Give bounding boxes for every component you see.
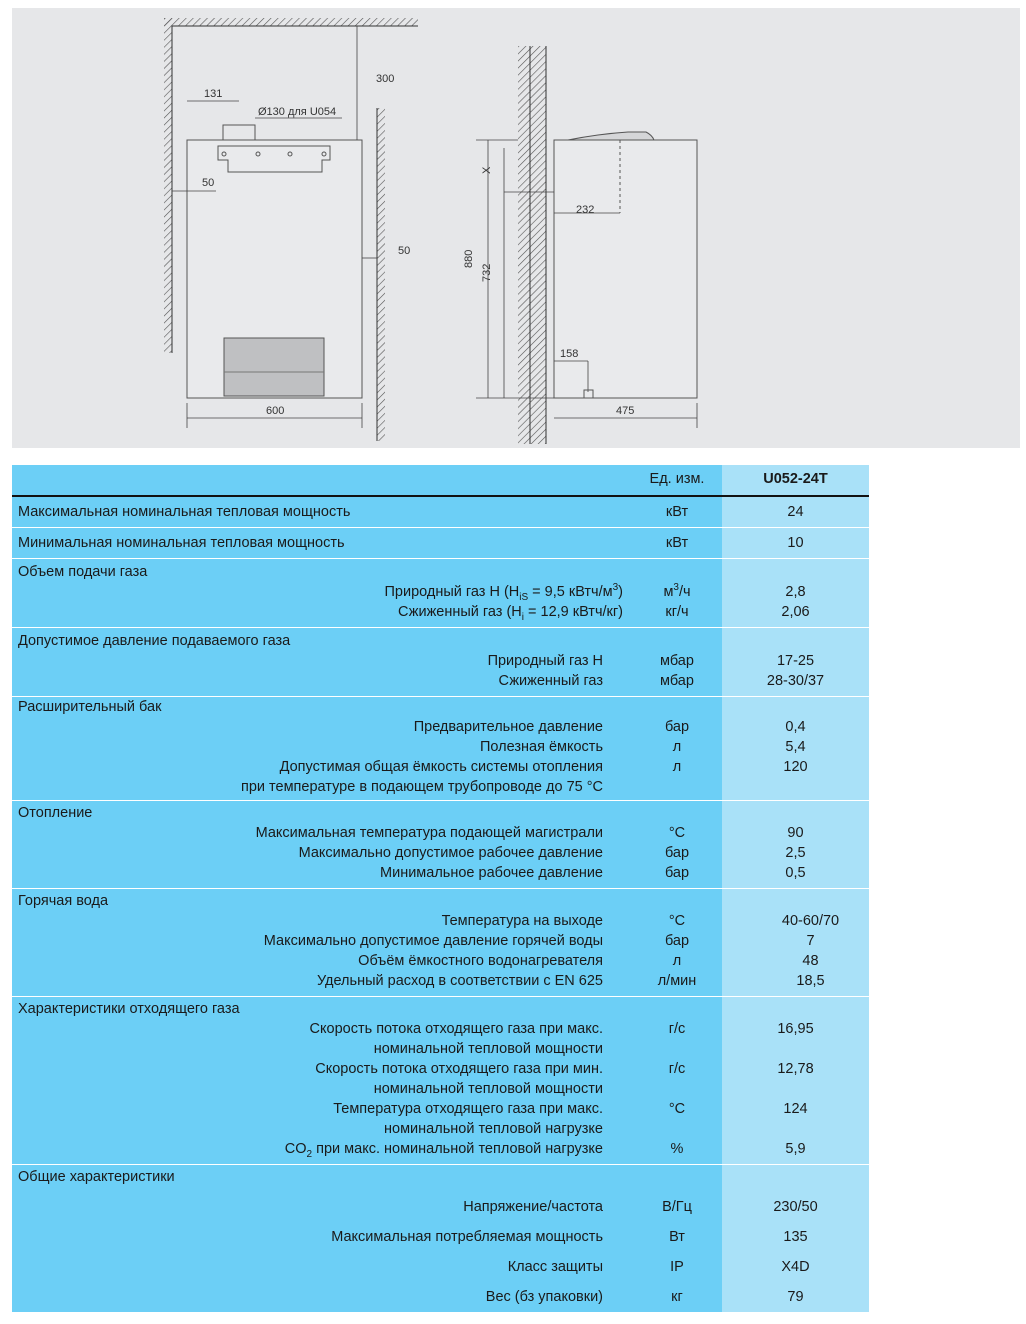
expansion-pre-label: Предварительное давление xyxy=(413,719,603,735)
hw-flow-label: Удельный расход в соответствии с EN 625 xyxy=(316,973,603,989)
general-weight-label: Вес (бз упаковки) xyxy=(485,1289,603,1305)
control-panel xyxy=(224,338,324,396)
flue-adapter xyxy=(568,132,654,140)
max-power-unit: кВт xyxy=(665,504,689,520)
hw-temp-label: Температура на выходе xyxy=(441,913,603,929)
expansion-total-label2: при температуре в подающем трубопроводе до 75 °C xyxy=(240,779,603,795)
heating-temp-label: Максимальная температура подающей магистрали xyxy=(255,825,603,841)
flue-fmin-unit: г/с xyxy=(668,1061,686,1077)
heating-maxp-label: Максимально допустимое рабочее давление xyxy=(298,845,603,861)
gas-pressure-label: Допустимое давление подаваемого газа xyxy=(18,633,291,649)
flue-pipe xyxy=(223,125,255,140)
general-volt-value: 230/50 xyxy=(773,1199,818,1215)
general-label: Общие характеристики xyxy=(18,1169,175,1185)
expansion-pre-value: 0,4 xyxy=(785,719,806,735)
flue-label: Характеристики отходящего газа xyxy=(18,1001,240,1017)
heating-maxp-value: 2,5 xyxy=(785,845,806,861)
pressure-natural-value: 17-25 xyxy=(776,653,815,669)
ceiling-hatch xyxy=(164,18,418,26)
hot-water-label: Горячая вода xyxy=(18,893,109,909)
table-row-max-power xyxy=(12,497,869,528)
specs-table xyxy=(12,465,869,1312)
header-unit: Ед. изм. xyxy=(649,471,705,487)
hw-press-unit: бар xyxy=(664,933,690,949)
max-power-value: 24 xyxy=(787,504,804,520)
gas-lpg-value: 2,06 xyxy=(781,604,810,620)
expansion-pre-unit: бар xyxy=(664,719,690,735)
min-power-value: 10 xyxy=(787,535,804,551)
flue-fmax-unit: г/с xyxy=(668,1021,686,1037)
table-header xyxy=(12,465,869,497)
heating-minp-value: 0,5 xyxy=(785,865,806,881)
expansion-cap-unit: л xyxy=(672,739,682,755)
table-row-gas-supply xyxy=(12,559,869,628)
hw-temp-unit: °C xyxy=(668,913,686,929)
dimension-drawing xyxy=(12,8,1020,448)
hw-vol-label: Объём ёмкостного водонагревателя xyxy=(358,953,603,969)
gas-natural-value: 2,8 xyxy=(785,584,806,600)
dim-flue-depth: 232 xyxy=(576,204,595,216)
general-ip-unit: IP xyxy=(670,1259,684,1275)
dim-left-gap: 50 xyxy=(202,177,215,189)
flue-fmax-label2: номинальной тепловой мощности xyxy=(373,1041,603,1057)
heating-minp-label: Минимальное рабочее давление xyxy=(380,865,603,881)
dim-height-inner: 732 xyxy=(481,263,493,282)
flue-fmin-label2: номинальной тепловой мощности xyxy=(373,1081,603,1097)
flue-co2-value: 5,9 xyxy=(785,1141,806,1157)
flue-temp-label2: номинальной тепловой нагрузке xyxy=(384,1121,603,1137)
flue-co2-unit: % xyxy=(670,1141,684,1157)
gas-supply-label: Объем подачи газа xyxy=(18,564,148,580)
general-weight-value: 79 xyxy=(787,1289,804,1305)
hw-press-value: 7 xyxy=(806,933,815,949)
pressure-natural-label: Природный газ H xyxy=(487,653,603,669)
table-row-hot-water xyxy=(12,889,869,997)
flue-fmax-label: Скорость потока отходящего газа при макс. xyxy=(309,1021,603,1037)
gas-lpg-unit: кг/ч xyxy=(665,604,689,620)
flue-temp-label: Температура отходящего газа при макс. xyxy=(333,1101,603,1117)
pressure-natural-unit: мбар xyxy=(660,653,694,669)
side-wall-hatch xyxy=(518,46,546,444)
heating-maxp-unit: бар xyxy=(664,845,690,861)
hw-temp-value: 40-60/70 xyxy=(781,913,840,929)
general-power-label: Максимальная потребляемая мощность xyxy=(331,1229,603,1245)
dim-depth: 475 xyxy=(616,405,635,417)
gas-natural-label: Природный газ H ($H_{iS} = 9,5$ кВтч/$м^3$) xyxy=(384,582,623,603)
heating-temp-unit: °C xyxy=(668,825,686,841)
hw-flow-unit: л/мин xyxy=(657,973,697,989)
gas-natural-unit: $м^3/ч$ xyxy=(663,582,691,600)
pressure-lpg-unit: мбар xyxy=(660,673,694,689)
hw-press-label: Максимально допустимое давление горячей воды xyxy=(263,933,603,949)
flue-fmin-label: Скорость потока отходящего газа при мин. xyxy=(315,1061,603,1077)
flue-fmax-value: 16,95 xyxy=(777,1021,814,1037)
general-ip-label: Класс защиты xyxy=(507,1259,603,1275)
expansion-cap-label: Полезная ёмкость xyxy=(479,739,603,755)
right-wall-hatch xyxy=(377,108,385,441)
min-power-unit: кВт xyxy=(665,535,689,551)
table-row-flue xyxy=(12,997,869,1165)
general-power-unit: Вт xyxy=(669,1229,685,1245)
flue-temp-unit: °C xyxy=(668,1101,686,1117)
general-volt-label: Напряжение/частота xyxy=(463,1199,603,1215)
dim-top-clearance: 300 xyxy=(376,73,395,85)
max-power-label: Максимальная номинальная тепловая мощность xyxy=(18,504,351,520)
general-volt-unit: В/Гц xyxy=(662,1199,692,1215)
table-row-heating xyxy=(12,801,869,889)
flue-co2-label: $CO_2$ при макс. номинальной тепловой нагрузке xyxy=(284,1141,603,1160)
dim-width: 600 xyxy=(266,405,285,417)
general-ip-value: X4D xyxy=(781,1259,810,1275)
table-row-expansion xyxy=(12,697,869,801)
expansion-label: Расширительный бак xyxy=(18,699,162,715)
dim-flue-offset: 131 xyxy=(204,88,223,100)
expansion-total-value: 120 xyxy=(783,759,808,775)
dim-x: X xyxy=(481,166,493,174)
heating-label: Отопление xyxy=(18,805,93,821)
boiler-dimension-svg xyxy=(12,8,1020,448)
table-row-gas-pressure xyxy=(12,628,869,697)
flue-fmin-value: 12,78 xyxy=(777,1061,814,1077)
dim-bottom-offset: 158 xyxy=(560,348,579,360)
table-row-min-power xyxy=(12,528,869,559)
heating-temp-value: 90 xyxy=(787,825,804,841)
general-weight-unit: кг xyxy=(671,1289,683,1305)
hw-vol-value: 48 xyxy=(802,953,819,969)
table-row-general xyxy=(12,1165,869,1312)
pressure-lpg-value: 28-30/37 xyxy=(766,673,825,689)
general-power-value: 135 xyxy=(783,1229,808,1245)
pressure-lpg-label: Сжиженный газ xyxy=(498,673,603,689)
expansion-cap-value: 5,4 xyxy=(785,739,806,755)
dim-flue-diameter: Ø130 для U054 xyxy=(258,106,337,118)
dim-height-total: 880 xyxy=(463,249,475,268)
expansion-total-unit: л xyxy=(672,759,682,775)
flue-temp-value: 124 xyxy=(783,1101,808,1117)
dim-right-gap: 50 xyxy=(398,245,411,257)
header-model: U052-24T xyxy=(763,471,828,487)
hw-flow-value: 18,5 xyxy=(796,973,825,989)
hw-vol-unit: л xyxy=(672,953,682,969)
heating-minp-unit: бар xyxy=(664,865,690,881)
gas-lpg-label: Сжиженный газ ($H_i = 12,9$ кВтч/кг) xyxy=(397,604,623,623)
expansion-total-label: Допустимая общая ёмкость системы отопления xyxy=(279,759,603,775)
min-power-label: Минимальная номинальная тепловая мощность xyxy=(18,535,345,551)
left-wall-hatch xyxy=(164,18,172,353)
